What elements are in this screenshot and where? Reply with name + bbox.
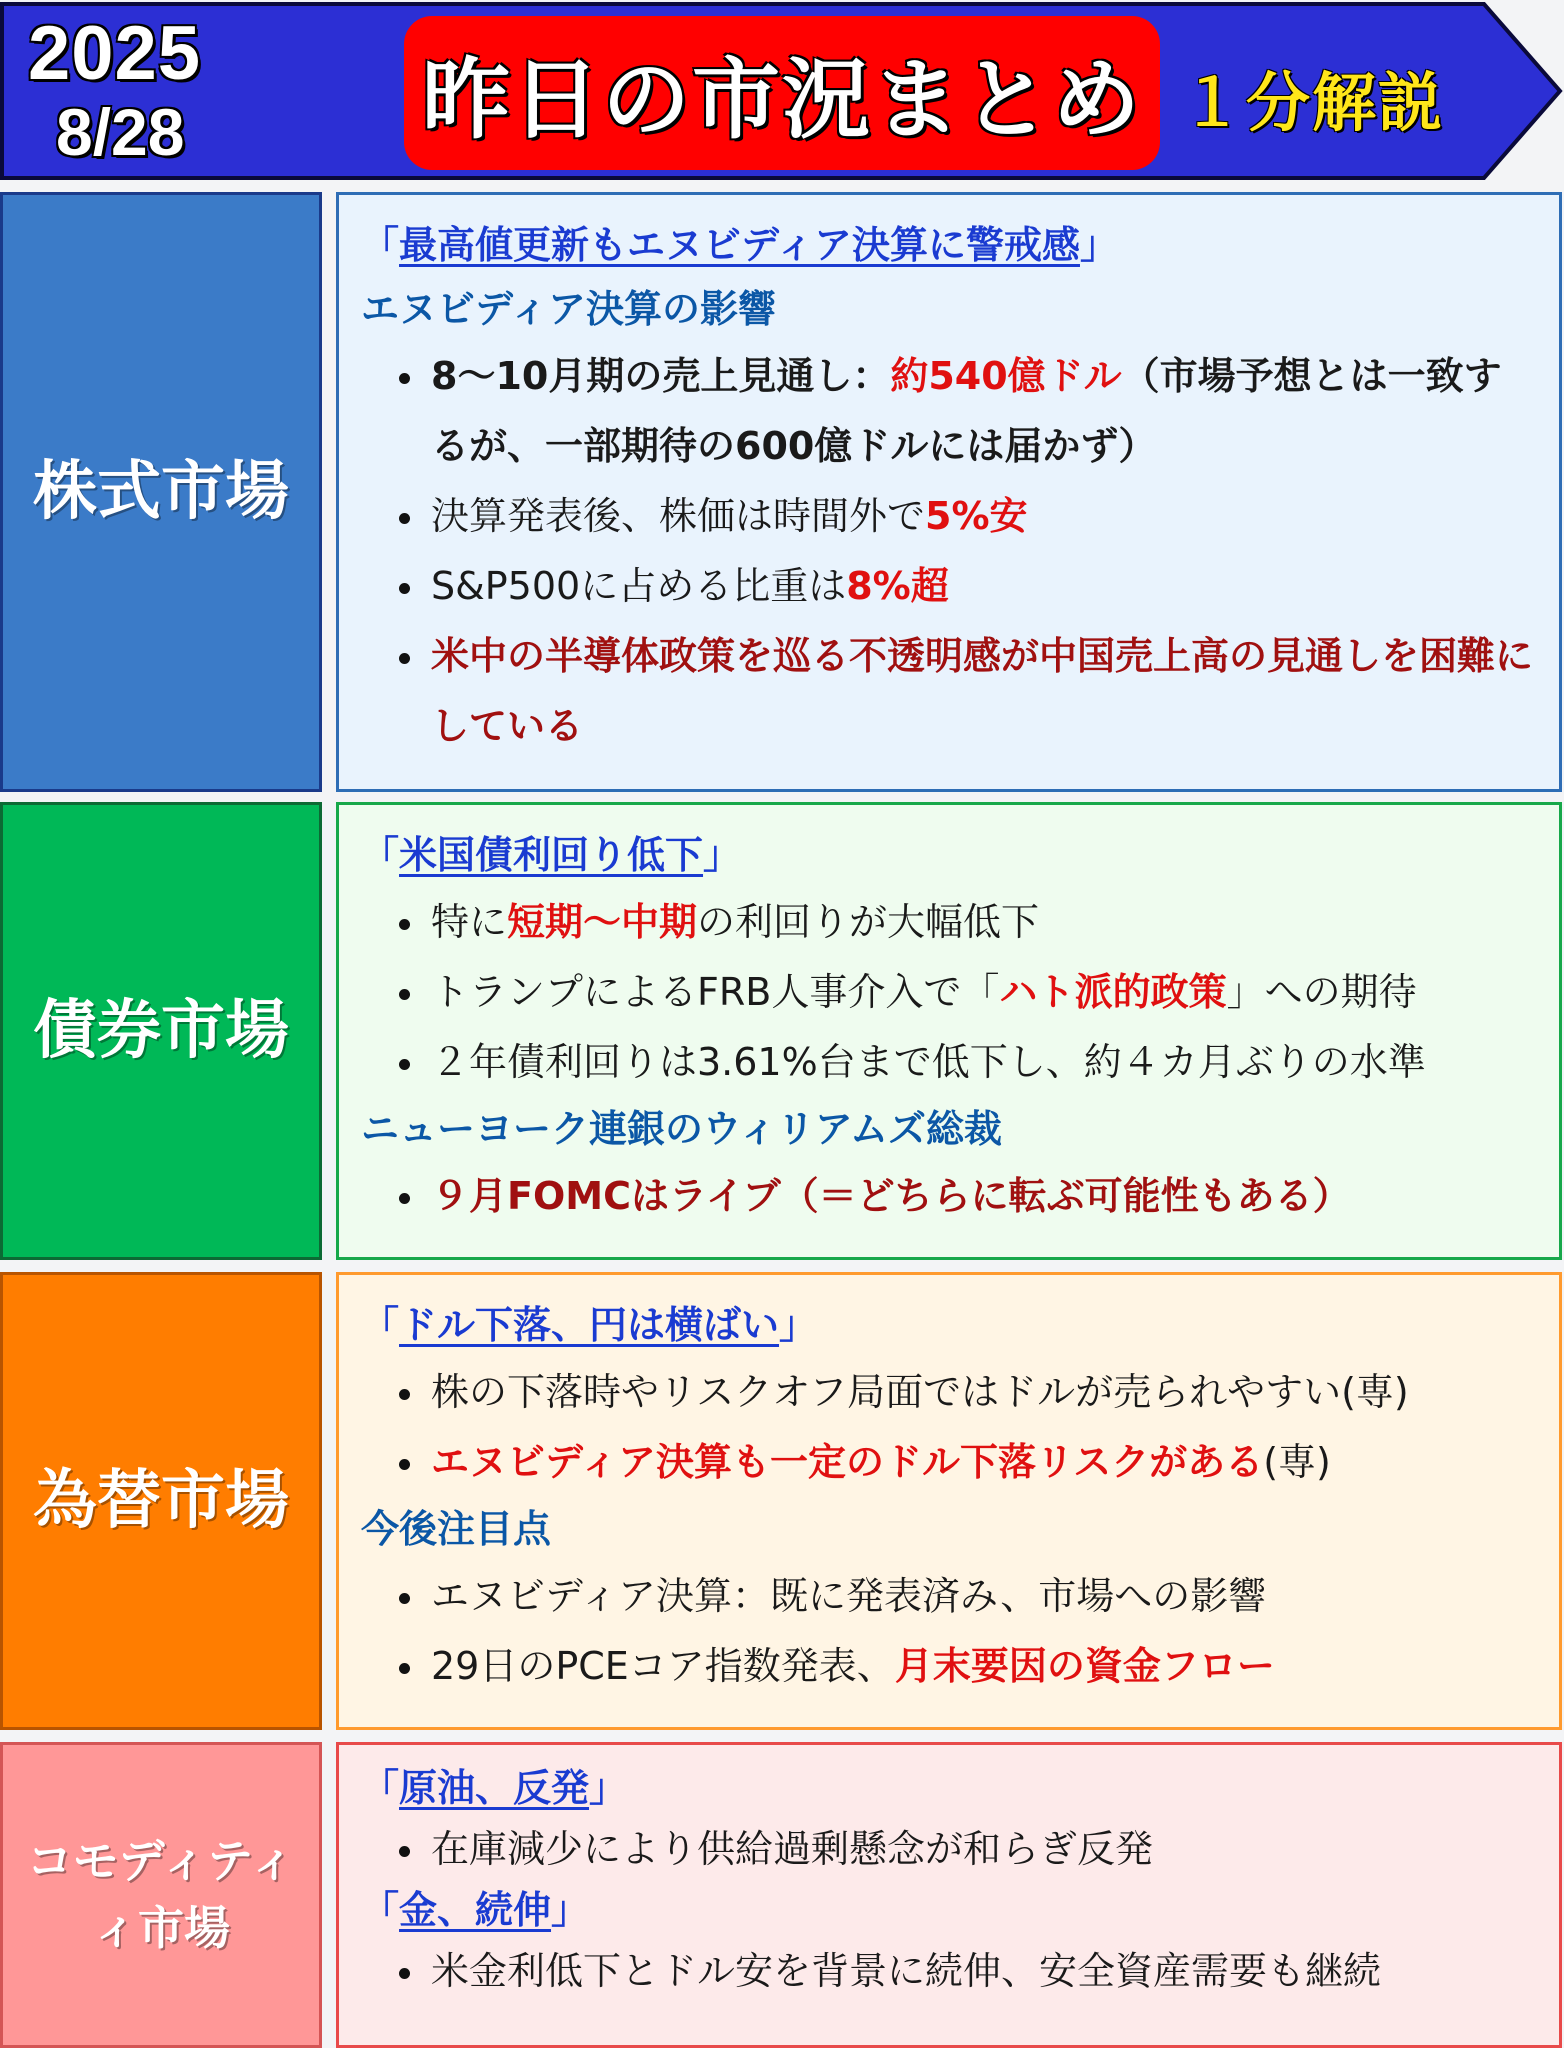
section-label: コモディティ ィ市場 [26, 1834, 296, 1955]
section-label-box [0, 192, 322, 792]
date-month-day: 8/28 [56, 95, 185, 169]
date-year: 2025 [28, 11, 202, 96]
section-content [336, 1742, 1562, 2048]
section-headline: 「米国債利回り低下」 [361, 833, 742, 877]
section-headline: 「ドル下落、円は横ばい」 [361, 1303, 818, 1347]
section-label: 債券市場 [33, 994, 289, 1068]
bullet-list [361, 1939, 1539, 2003]
section-bond-market [0, 802, 1564, 1260]
bullet-list [361, 1817, 1539, 1881]
list-item: 8〜10月期の売上見通し：約540億ドル（市場予想とは一致するが、一部期待の600億ドルには届かず） [361, 341, 1539, 481]
bullet-list [361, 887, 1539, 1097]
section-label: 為替市場 [33, 1464, 289, 1538]
bullet-list [361, 1161, 1539, 1231]
section-headline: 「金、続伸」 [361, 1888, 590, 1932]
section-headline: 「最高値更新もエヌビディア決算に警戒感」 [361, 223, 1118, 267]
list-item: 米金利低下とドル安を背景に続伸、安全資産需要も継続 [361, 1939, 1539, 2003]
bullet-list [361, 1357, 1539, 1497]
list-item: S&P500に占める比重は8%超 [361, 551, 1539, 621]
list-item: 29日のPCEコア指数発表、月末要因の資金フロー [361, 1631, 1539, 1701]
section-subheading: エヌビディア決算の影響 [361, 287, 776, 331]
page-title: 昨日の市況まとめ [421, 48, 1142, 151]
section-content [336, 1272, 1562, 1730]
list-item: 株の下落時やリスクオフ局面ではドルが売られやすい(専) [361, 1357, 1539, 1427]
bullet-list [361, 1561, 1539, 1701]
list-item: トランプによるFRB人事介入で「ハト派的政策」への期待 [361, 957, 1539, 1027]
list-item: ２年債利回りは3.61%台まで低下し、約４カ月ぶりの水準 [361, 1027, 1539, 1097]
list-item: 在庫減少により供給過剰懸念が和らぎ反発 [361, 1817, 1539, 1881]
title-box [404, 16, 1160, 170]
list-item: 特に短期〜中期の利回りが大幅低下 [361, 887, 1539, 957]
list-item: 米中の半導体政策を巡る不透明感が中国売上高の見通しを困難にしている [361, 621, 1539, 761]
section-label-box [0, 802, 322, 1260]
section-label-box [0, 1272, 322, 1730]
section-commodity-market [0, 1742, 1564, 2048]
section-subheading: ニューヨーク連銀のウィリアムズ総裁 [361, 1107, 1003, 1151]
list-item: エヌビディア決算も一定のドル下落リスクがある(専) [361, 1427, 1539, 1497]
section-content [336, 802, 1562, 1260]
section-stock-market [0, 192, 1564, 792]
section-fx-market [0, 1272, 1564, 1730]
list-item: ９月FOMCはライブ（＝どちらに転ぶ可能性もある） [361, 1161, 1539, 1231]
header-banner [0, 0, 1564, 182]
page-subtitle: １分解説 [1180, 67, 1444, 141]
section-label-box [0, 1742, 322, 2048]
section-label: 株式市場 [33, 455, 289, 529]
section-headline: 「原油、反発」 [361, 1766, 628, 1810]
list-item: エヌビディア決算：既に発表済み、市場への影響 [361, 1561, 1539, 1631]
section-subheading: 今後注目点 [361, 1507, 552, 1551]
bullet-list [361, 341, 1539, 761]
list-item: 決算発表後、株価は時間外で5%安 [361, 481, 1539, 551]
section-content [336, 192, 1562, 792]
